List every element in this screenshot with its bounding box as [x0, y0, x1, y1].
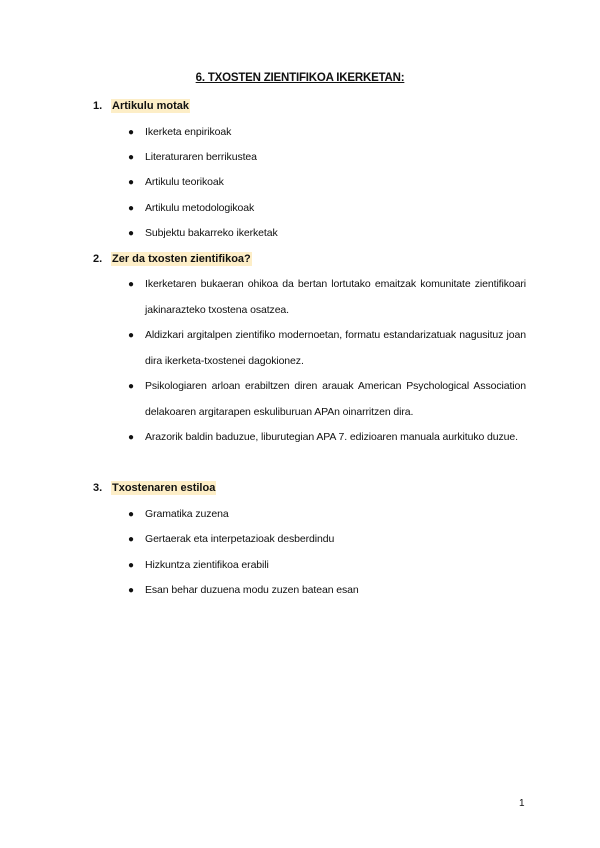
bullet-icon: ● — [128, 432, 134, 443]
bullet-icon: ● — [128, 228, 134, 239]
section-title: Txostenaren estiloa — [112, 482, 216, 494]
list-item: ● Arazorik baldin baduzue, liburutegian APA 7. edizioaren manuala aurkituko duzue. — [128, 425, 526, 451]
list-item: ● Artikulu metodologikoak — [128, 196, 254, 222]
list-item: ● Gramatika zuzena — [128, 502, 229, 528]
bullet-icon: ● — [128, 509, 134, 520]
list-item: ● Aldizkari argitalpen zientifiko modernoetan, formatu estandarizatuak nagusituz joan dira ikerketa-txostenei dagokionez. — [128, 323, 526, 374]
bullet-icon: ● — [128, 330, 134, 341]
bullet-icon: ● — [128, 127, 134, 138]
section-title: Zer da txosten zientifikoa? — [112, 253, 251, 265]
bullet-icon: ● — [128, 381, 134, 392]
section-heading-3 — [93, 482, 216, 494]
section-heading-2 — [93, 253, 252, 265]
section-number: 3. — [93, 482, 103, 494]
list-item: ● Literaturaren berrikustea — [128, 145, 257, 171]
list-item: ● Esan behar duzuena modu zuzen batean esan — [128, 578, 359, 604]
list-item: ● Artikulu teorikoak — [128, 170, 224, 196]
list-item: ● Subjektu bakarreko ikerketak — [128, 221, 278, 247]
page-title: 6. TXOSTEN ZIENTIFIKOA IKERKETAN: — [195, 72, 405, 84]
list-item: ● Ikerketa enpirikoak — [128, 120, 231, 146]
bullet-icon: ● — [128, 203, 134, 214]
list-item: ● Ikerketaren bukaeran ohikoa da bertan lortutako emaitzak komunitate zientifikoari jakinarazteko txostena osatzea. — [128, 272, 526, 323]
list-item: ● Psikologiaren arloan erabiltzen diren arauak American Psychological Association delakoaren argitarapen eskuliburuan APAn oinarritzen dira. — [128, 374, 526, 425]
section-title: Artikulu motak — [112, 100, 190, 112]
list-item: ● Gertaerak eta interpetazioak desberdindu — [128, 527, 334, 553]
section-number: 2. — [93, 253, 103, 265]
bullet-icon: ● — [128, 152, 134, 163]
page-number: 1 — [519, 798, 525, 809]
bullet-icon: ● — [128, 534, 134, 545]
bullet-icon: ● — [128, 560, 134, 571]
list-item: ● Hizkuntza zientifikoa erabili — [128, 553, 269, 579]
section-heading-1 — [93, 100, 190, 112]
bullet-icon: ● — [128, 585, 134, 596]
bullet-icon: ● — [128, 177, 134, 188]
bullet-icon: ● — [128, 279, 134, 290]
section-number: 1. — [93, 100, 103, 112]
